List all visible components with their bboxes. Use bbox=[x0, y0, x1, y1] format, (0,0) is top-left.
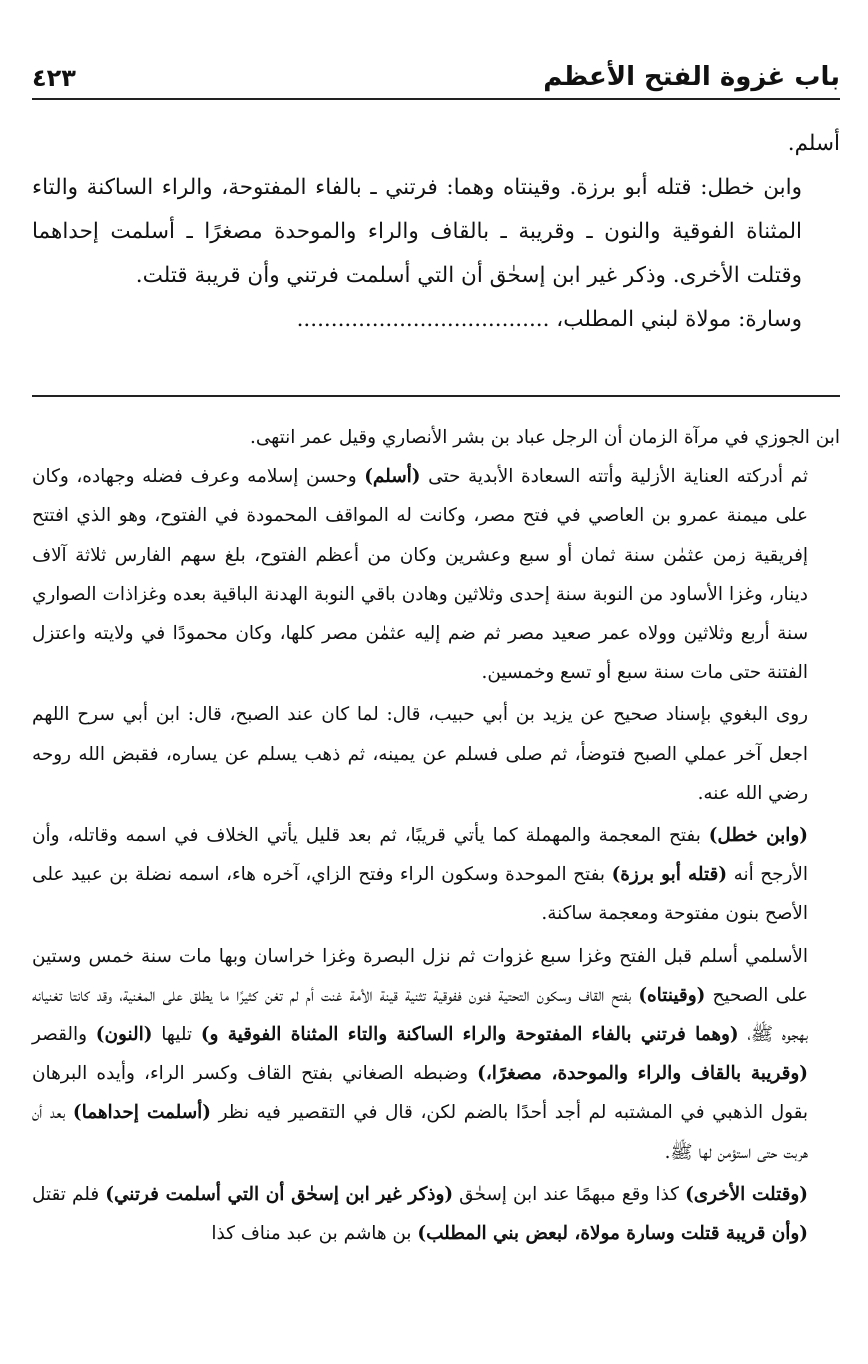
continuation-dots: ..................................... bbox=[296, 307, 550, 332]
quoted-phrase: (أسلمت إحداهما) bbox=[72, 1102, 211, 1124]
commentary-fragment: وضبطه الصغاني بفتح القاف وكسر الراء، وأيده البرهان بقول الذهبي في المشتبه لم أجد أحدًا بالضم لكن، قال في التقصير فيه نظر bbox=[32, 1063, 808, 1124]
commentary-paragraph bbox=[32, 457, 840, 692]
commentary-paragraph bbox=[32, 816, 840, 934]
commentary-fragment: وحسن إسلامه وعرف فضله وجهاده، وكان على ميمنة عمرو بن العاصي في فتح مصر، وكانت له المواقف المحمودة في الفتوح، وهو الذي افتتح إفريقية زمن عثمٰن سنة ثمان أو سبع وعشرين وكان من أعظم الفتوح، بلغ سهم الفارس ثلاثة آلاف دينار، وغزا الأساود من النوبة سنة إحدى وثلاثين وهادن باقي النوبة الهدنة الباقية بعده وغزاذات الصواري سنة أربع وثلاثين وولاه عمر صعيد مصر ثم ضم إليه عثمٰن مصر كلها، وكان محمودًا في ولايته واعتزل الفتنة حتى مات سنة سبع أو تسع وخمسين. bbox=[32, 466, 808, 684]
commentary-fragment: كذا وقع مبهمًا عند ابن إسحٰق bbox=[459, 1183, 679, 1205]
page-number: ٤٢٣ bbox=[32, 64, 76, 92]
commentary-fragment: والقصر bbox=[32, 1024, 87, 1046]
quoted-phrase: (قتله أبو برزة) bbox=[611, 864, 728, 886]
commentary-fragment: بفتح القاف وسكون التحتية فنون ففوقية تثنية قينة الأمة غنت أم لم تغن كثيرًا ما يطلق على المغنية، وقد كانتا تغنيانه بهجوه ﷺ، bbox=[32, 984, 808, 1046]
main-text bbox=[32, 122, 840, 342]
commentary-fragment: الأسلمي أسلم قبل الفتح وغزا سبع غزوات ثم نزل البصرة وغزا خراسان وبها مات سنة خمس وستين على الصحيح bbox=[32, 945, 808, 1006]
commentary-fragment: فلم تقتل bbox=[32, 1183, 100, 1205]
commentary-fragment: بفتح المعجمة والمهملة كما يأتي قريبًا، ثم بعد قليل يأتي الخلاف في اسمه وقاتله، وأن الأرجح أنه bbox=[32, 825, 808, 886]
commentary-fragment: بن هاشم بن عبد مناف كذا bbox=[211, 1223, 412, 1245]
main-paragraph-last bbox=[32, 298, 840, 342]
commentary-paragraph bbox=[32, 1175, 840, 1253]
commentary-fragment: ثم أدركته العناية الأزلية وأتته السعادة الأبدية حتى bbox=[428, 466, 808, 488]
quoted-phrase: (وقتلت الأخرى) bbox=[685, 1183, 809, 1205]
quoted-phrase: (النون) bbox=[95, 1024, 153, 1046]
page-header bbox=[32, 46, 840, 100]
main-paragraph: أسلم. bbox=[787, 131, 840, 156]
quoted-phrase: (وذكر غير ابن إسحٰق أن التي أسلمت فرتني) bbox=[105, 1183, 454, 1205]
main-paragraph: وابن خطل: قتله أبو برزة. وقينتاه وهما: فرتني ـ بالفاء المفتوحة، والراء الساكنة والتاء المثناة الفوقية والنون ـ وقريبة ـ بالقاف والراء والموحدة مصغرًا ـ أسلمت إحداهما وقتلت الأخرى. وذكر غير ابن إسحٰق أن التي أسلمت فرتني وأن قريبة قتلت. bbox=[32, 175, 802, 288]
quoted-phrase: (وقريبة بالقاف والراء والموحدة، مصغرًا،) bbox=[477, 1063, 808, 1085]
quoted-phrase: (وأن قريبة قتلت وسارة مولاة، لبعض بني المطلب) bbox=[417, 1223, 808, 1245]
commentary-paragraph: روى البغوي بإسناد صحيح عن يزيد بن أبي حبيب، قال: لما كان عند الصبح، قال: ابن أبي سرح اللهم اجعل آخر عملي الصبح فتوضأ، ثم صلى فسلم عن يمينه، ثم ذهب يسلم عن يساره، فقبض الله روحه رضي الله عنه. bbox=[32, 704, 808, 804]
footnote-separator bbox=[32, 395, 840, 397]
quoted-phrase: (وابن خطل) bbox=[708, 825, 808, 847]
quoted-phrase: (وهما فرتني بالفاء المفتوحة والراء الساكنة والتاء المثناة الفوقية و) bbox=[200, 1024, 739, 1046]
commentary-fragment: تليها bbox=[161, 1024, 193, 1046]
quoted-phrase: (أسلم) bbox=[364, 466, 421, 488]
running-head: باب غزوة الفتح الأعظم bbox=[543, 62, 840, 92]
commentary-text bbox=[32, 418, 840, 1253]
commentary-fragment: بعد أن هربت حتى استؤمن لها ﷺ. bbox=[32, 1102, 808, 1163]
commentary-fragment: بفتح الموحدة وسكون الراء وفتح الزاي، آخره هاء، اسمه نضلة بن عبيد على الأصح بنون مفتوحة ومعجمة ساكنة. bbox=[32, 864, 808, 925]
quoted-phrase: (وقينتاه) bbox=[638, 984, 706, 1006]
commentary-paragraph: ابن الجوزي في مرآة الزمان أن الرجل عباد بن بشر الأنصاري وقيل عمر انتهى. bbox=[249, 427, 840, 448]
commentary-paragraph bbox=[32, 937, 840, 1172]
main-text-fragment: وسارة: مولاة لبني المطلب، bbox=[556, 307, 802, 332]
